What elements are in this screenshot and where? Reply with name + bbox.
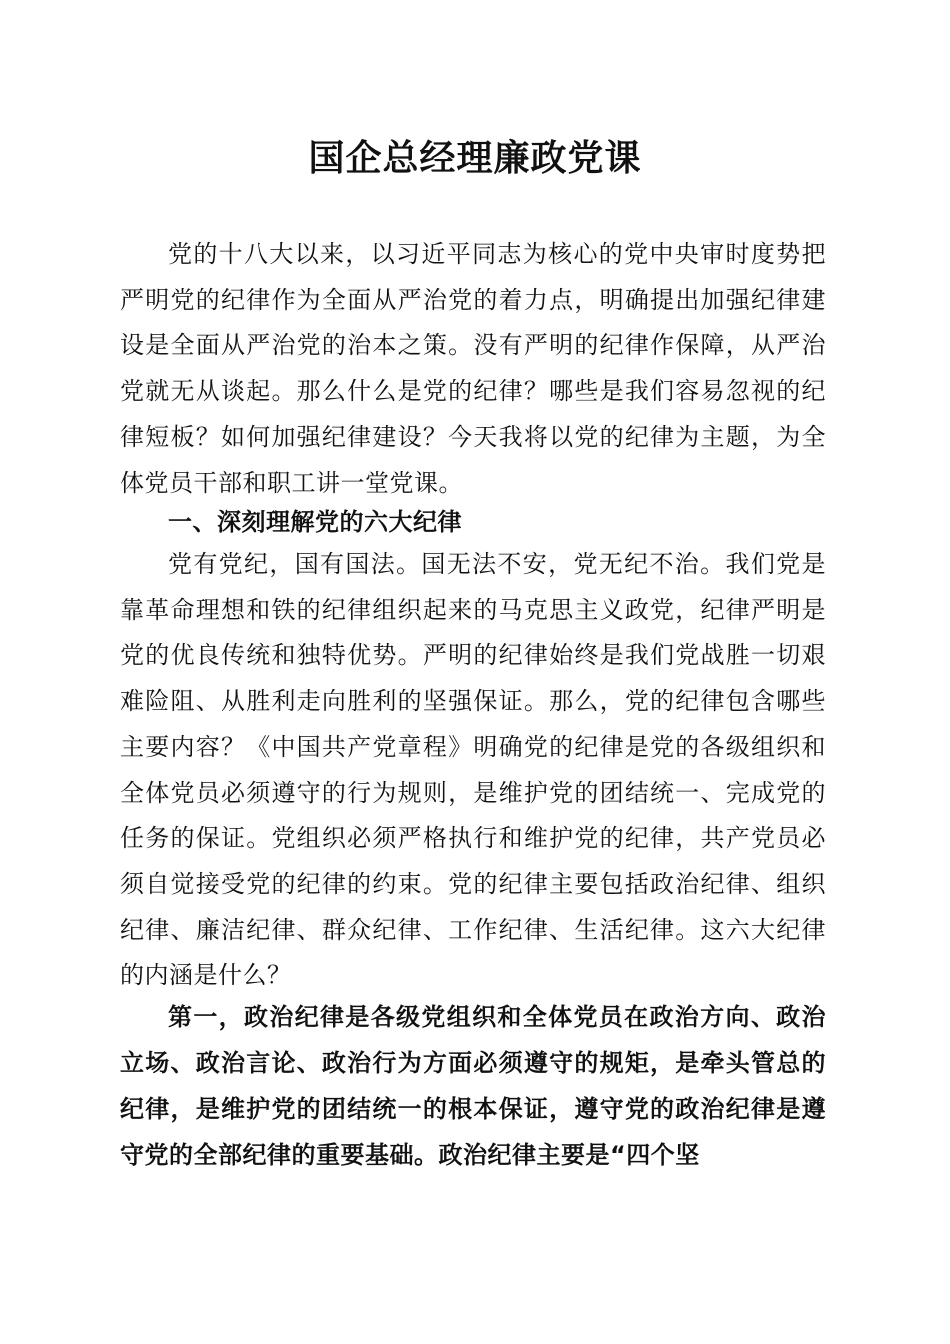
paragraph-political-discipline (120, 994, 826, 1178)
document-title: 国企总经理廉政党课 (308, 137, 642, 179)
section-heading: 一、深刻理解党的六大纪律 (168, 508, 462, 536)
paragraph-text: 第一，政治纪律是各级党组织和全体党员在政治方向、政治立场、政治言论、政治行为方面必须遵守的规矩，是牵头管总的纪律，是维护党的团结统一的根本保证，遵守党的政治纪律是遵守党的全部纪律的重要基础。政治纪律主要是“四个坚 (120, 1003, 826, 1169)
paragraph-text: 党的十八大以来，以习近平同志为核心的党中央审时度势把严明党的纪律作为全面从严治党的着力点，明确提出加强纪律建设是全面从严治党的治本之策。没有严明的纪律作保障，从严治党就无从谈起。那么什么是党的纪律？哪些是我们容易忽视的纪律短板？如何加强纪律建设？今天我将以党的纪律为主题，为全体党员干部和职工讲一堂党课。 (120, 240, 826, 497)
paragraph-intro (120, 232, 826, 506)
paragraph-text: 党有党纪，国有国法。国无法不安，党无纪不治。我们党是靠革命理想和铁的纪律组织起来的马克思主义政党，纪律严明是党的优良传统和独特优势。严明的纪律始终是我们党战胜一切艰难险阻、从胜利走向胜利的坚强保证。那么，党的纪律包含哪些主要内容？《中国共产党章程》明确党的纪律是党的各级组织和全体党员必须遵守的行为规则，是维护党的团结统一、完成党的任务的保证。党组织必须严格执行和维护党的纪律，共产党员必须自觉接受党的纪律的约束。党的纪律主要包括政治纪律、组织纪律、廉洁纪律、群众纪律、工作纪律、生活纪律。这六大纪律的内涵是什么？ (120, 550, 826, 990)
paragraph-six-disciplines (120, 542, 826, 999)
